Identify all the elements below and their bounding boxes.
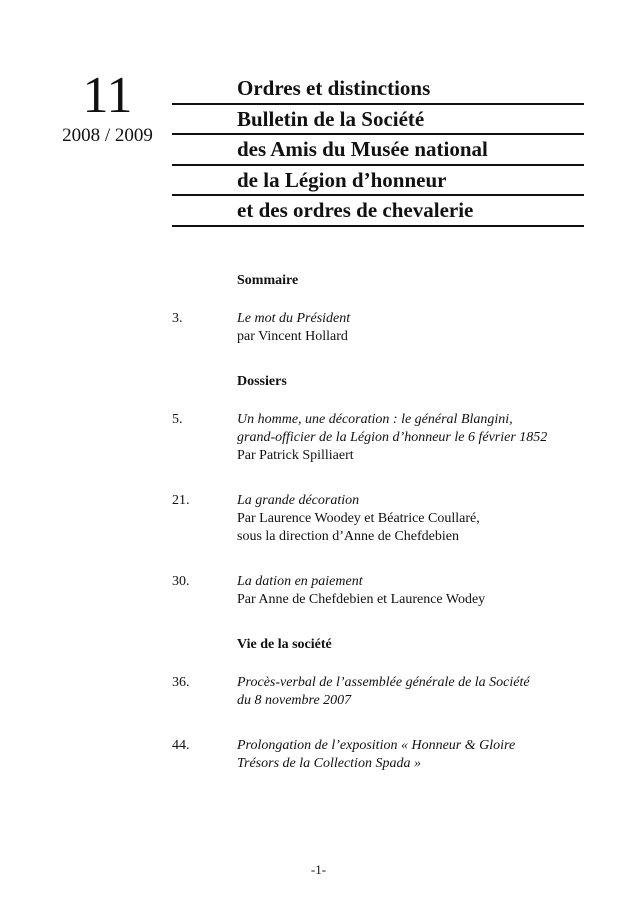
entry-title: Prolongation de l’exposition « Honneur & Gloire Trésors de la Collection Spada »: [237, 738, 516, 771]
entry-title: Procès-verbal de l’assemblée générale de la Société du 8 novembre 2007: [237, 675, 530, 708]
page-ref: 44.: [172, 738, 190, 753]
toc-entry: [172, 411, 612, 465]
entry-author: Par Patrick Spilliaert: [237, 448, 354, 463]
page-ref: 21.: [172, 493, 190, 508]
page-ref: 3.: [172, 311, 183, 326]
toc-entry: [172, 674, 612, 710]
entry-author: Par Laurence Woodey et Béatrice Coullaré, sous la direction d’Anne de Chefdebien: [237, 511, 480, 544]
entry-title: Un homme, une décoration : le général Blangini, grand-officier de la Légion d’honneur le 6 février 1852: [237, 412, 548, 445]
issue-number: 11: [82, 67, 133, 124]
issue-years: 2008 / 2009: [62, 125, 153, 146]
page-ref: 5.: [172, 412, 183, 427]
issue-block: [40, 67, 175, 148]
entry-author: par Vincent Hollard: [237, 329, 348, 344]
title-line: des Amis du Musée national: [172, 135, 584, 166]
title-line: Bulletin de la Société: [172, 105, 584, 136]
toc-entry: [172, 492, 612, 546]
page-ref: 30.: [172, 574, 190, 589]
toc-entry: [172, 737, 612, 773]
toc-entry: [172, 573, 612, 609]
section-heading-vie-de-la-societe: Vie de la société: [237, 637, 332, 652]
entry-title: La grande décoration: [237, 493, 360, 508]
publication-title: [172, 74, 584, 227]
section-heading-dossiers: Dossiers: [237, 374, 287, 389]
toc-entry: [172, 310, 612, 346]
title-line: Ordres et distinctions: [172, 74, 584, 105]
entry-author: Par Anne de Chefdebien et Laurence Wodey: [237, 592, 486, 607]
page-ref: 36.: [172, 675, 190, 690]
table-of-contents: [172, 272, 612, 800]
section-heading-sommaire: Sommaire: [237, 273, 299, 288]
title-line: et des ordres de chevalerie: [172, 196, 584, 227]
page-number: -1-: [310, 862, 327, 877]
title-line: de la Légion d’honneur: [172, 166, 584, 197]
entry-title: La dation en paiement: [237, 574, 363, 589]
entry-title: Le mot du Président: [237, 311, 351, 326]
